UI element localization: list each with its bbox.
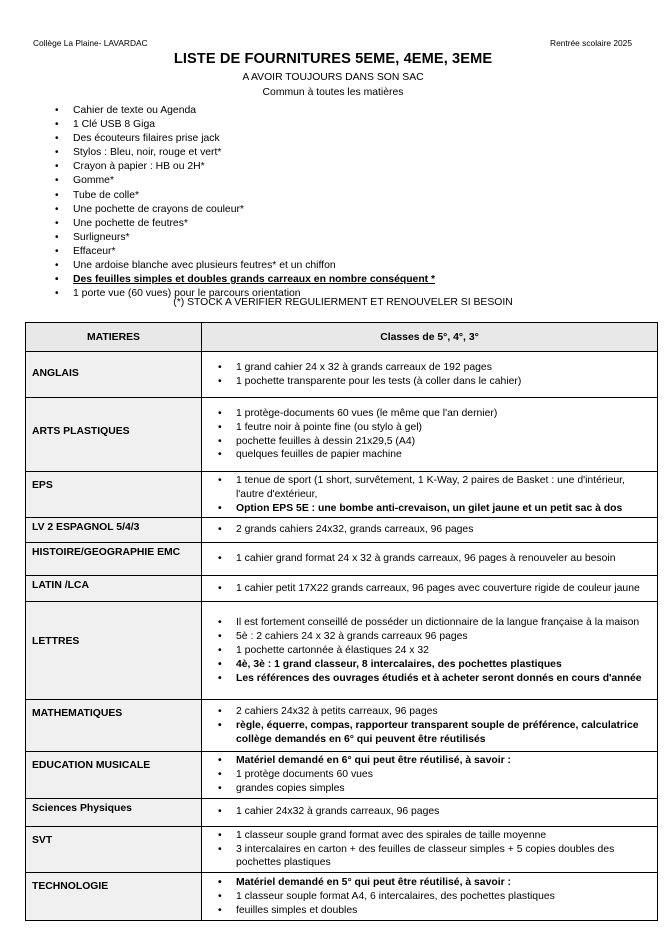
supplies-list [216,523,653,537]
subject-cell: LATIN /LCA [26,576,202,602]
column-header-classes: Classes de 5°, 4°, 3° [202,323,658,352]
subtitle-common: Commun à toutes les matières [262,87,404,98]
supplies-cell [202,518,658,543]
school-name: Collège La Plaine- LAVARDAC [33,38,148,48]
supplies-list [216,805,653,819]
supplies-cell [202,826,658,872]
list-item: • Les références des ouvrages étudiés et à acheter seront donnés en cours d'année [216,672,653,686]
subject-cell: MATHEMATIQUES [26,700,202,752]
common-supplies-list [55,104,435,301]
page-title: LISTE DE FOURNITURES 5EME, 4EME, 3EME [173,51,493,67]
table-row [26,518,658,543]
list-item: • grandes copies simples [216,782,653,796]
list-item: • 1 pochette transparente pour les tests (à coller dans le cahier) [216,375,653,389]
list-item: • Option EPS 5E : une bombe anti-crevaison, un gilet jaune et un petit sac à dos [216,502,653,516]
supplies-cell [202,798,658,826]
table-header-row [26,323,658,352]
list-item: • Matériel demandé en 5° qui peut être réutilisé, à savoir : [216,876,653,890]
supplies-list [216,361,653,389]
supplies-list [216,705,653,746]
supplies-cell [202,752,658,798]
list-item: • 1 tenue de sport (1 short, survêtement, 1 K-Way, 2 paires de Basket : une d'intérieur, l'autre d'extérieur, [216,474,653,502]
subject-cell: TECHNOLOGIE [26,873,202,921]
list-item: • Cahier de texte ou Agenda [55,104,435,118]
list-item: • 1 protège-documents 60 vues (le même que l'an dernier) [216,407,653,421]
supplies-list [216,616,653,685]
table-row [26,472,658,518]
list-item: • Matériel demandé en 6° qui peut être réutilisé, à savoir : [216,754,653,768]
list-item: • 1 Clé USB 8 Giga [55,118,435,132]
column-header-subjects: MATIERES [26,323,202,352]
list-item: • règle, équerre, compas, rapporteur transparent souple de préférence, calculatrice collège demandés en 6° qui peuvent être réutilisés [216,719,653,747]
list-item: • 1 classeur souple format A4, 6 intercalaires, des pochettes plastiques [216,890,653,904]
table-row [26,543,658,576]
table-row [26,873,658,921]
list-item: • Gomme* [55,174,435,188]
list-item: • 2 grands cahiers 24x32, grands carreaux, 96 pages [216,523,653,537]
subtitle-always-in-bag: A AVOIR TOUJOURS DANS SON SAC [242,72,424,83]
table-row [26,826,658,872]
list-item: • Des feuilles simples et doubles grands carreaux en nombre conséquent * [55,273,435,287]
list-item: • Tube de colle* [55,189,435,203]
supplies-cell [202,398,658,472]
list-item: • Une pochette de crayons de couleur* [55,203,435,217]
supplies-list [216,552,653,566]
list-item: • 1 classeur souple grand format avec des spirales de taille moyenne [216,829,653,843]
table-row [26,602,658,700]
subject-cell: LETTRES [26,602,202,700]
supplies-list [216,829,653,870]
list-item: • 1 cahier petit 17X22 grands carreaux, 96 pages avec couverture rigide de couleur jaune [216,582,653,596]
stock-note: (*) STOCK A VERIFIER REGULIERMENT ET RENOUVELER SI BESOIN [173,297,513,308]
table-row [26,798,658,826]
subject-cell: EPS [26,472,202,518]
supplies-cell [202,543,658,576]
school-year: Rentrée scolaire 2025 [550,38,632,48]
subject-cell: SVT [26,826,202,872]
list-item: • 4è, 3è : 1 grand classeur, 8 intercalaires, des pochettes plastiques [216,658,653,672]
subject-cell: Sciences Physiques [26,798,202,826]
supplies-cell [202,602,658,700]
list-item: • 1 cahier 24x32 à grands carreaux, 96 pages [216,805,653,819]
list-item: • Surligneurs* [55,231,435,245]
table-row [26,398,658,472]
list-item: • 1 feutre noir à pointe fine (ou stylo à gel) [216,421,653,435]
list-item: • 2 cahiers 24x32 à petits carreaux, 96 pages [216,705,653,719]
list-item: • 1 porte vue (60 vues) pour le parcours orientation [55,287,435,301]
table-body [26,352,658,921]
list-item: • quelques feuilles de papier machine [216,448,653,462]
table-row [26,752,658,798]
subject-cell: HISTOIRE/GEOGRAPHIE EMC [26,543,202,576]
supplies-cell [202,472,658,518]
list-item: • Crayon à papier : HB ou 2H* [55,160,435,174]
supplies-cell [202,700,658,752]
supplies-list [216,754,653,795]
table-row [26,352,658,398]
table-row [26,700,658,752]
list-item: • 1 grand cahier 24 x 32 à grands carreaux de 192 pages [216,361,653,375]
list-item: • 5è : 2 cahiers 24 x 32 à grands carreaux 96 pages [216,630,653,644]
table-row [26,576,658,602]
list-item: • 1 pochette cartonnée à élastiques 24 x 32 [216,644,653,658]
subject-cell: EDUCATION MUSICALE [26,752,202,798]
subject-cell: LV 2 ESPAGNOL 5/4/3 [26,518,202,543]
list-item: • Il est fortement conseillé de posséder un dictionnaire de la langue française à la maison [216,616,653,630]
subject-cell: ARTS PLASTIQUES [26,398,202,472]
supplies-table [25,322,658,921]
list-item: • 1 cahier grand format 24 x 32 à grands carreaux, 96 pages à renouveler au besoin [216,552,653,566]
list-item: • Stylos : Bleu, noir, rouge et vert* [55,146,435,160]
list-item: • pochette feuilles à dessin 21x29,5 (A4) [216,435,653,449]
supplies-list [216,407,653,462]
supplies-list [216,876,653,917]
list-item: • 3 intercalaires en carton + des feuilles de classeur simples + 5 copies doubles des pochettes plastiques [216,843,653,871]
list-item: • Une pochette de feutres* [55,217,435,231]
list-item: • Une ardoise blanche avec plusieurs feutres* et un chiffon [55,259,435,273]
supplies-cell [202,352,658,398]
supplies-list [216,474,653,515]
subject-cell: ANGLAIS [26,352,202,398]
list-item: • Des écouteurs filaires prise jack [55,132,435,146]
supplies-cell [202,576,658,602]
supplies-cell [202,873,658,921]
list-item: • feuilles simples et doubles [216,904,653,918]
list-item: • 1 protège documents 60 vues [216,768,653,782]
list-item: • Effaceur* [55,245,435,259]
supplies-list [216,582,653,596]
